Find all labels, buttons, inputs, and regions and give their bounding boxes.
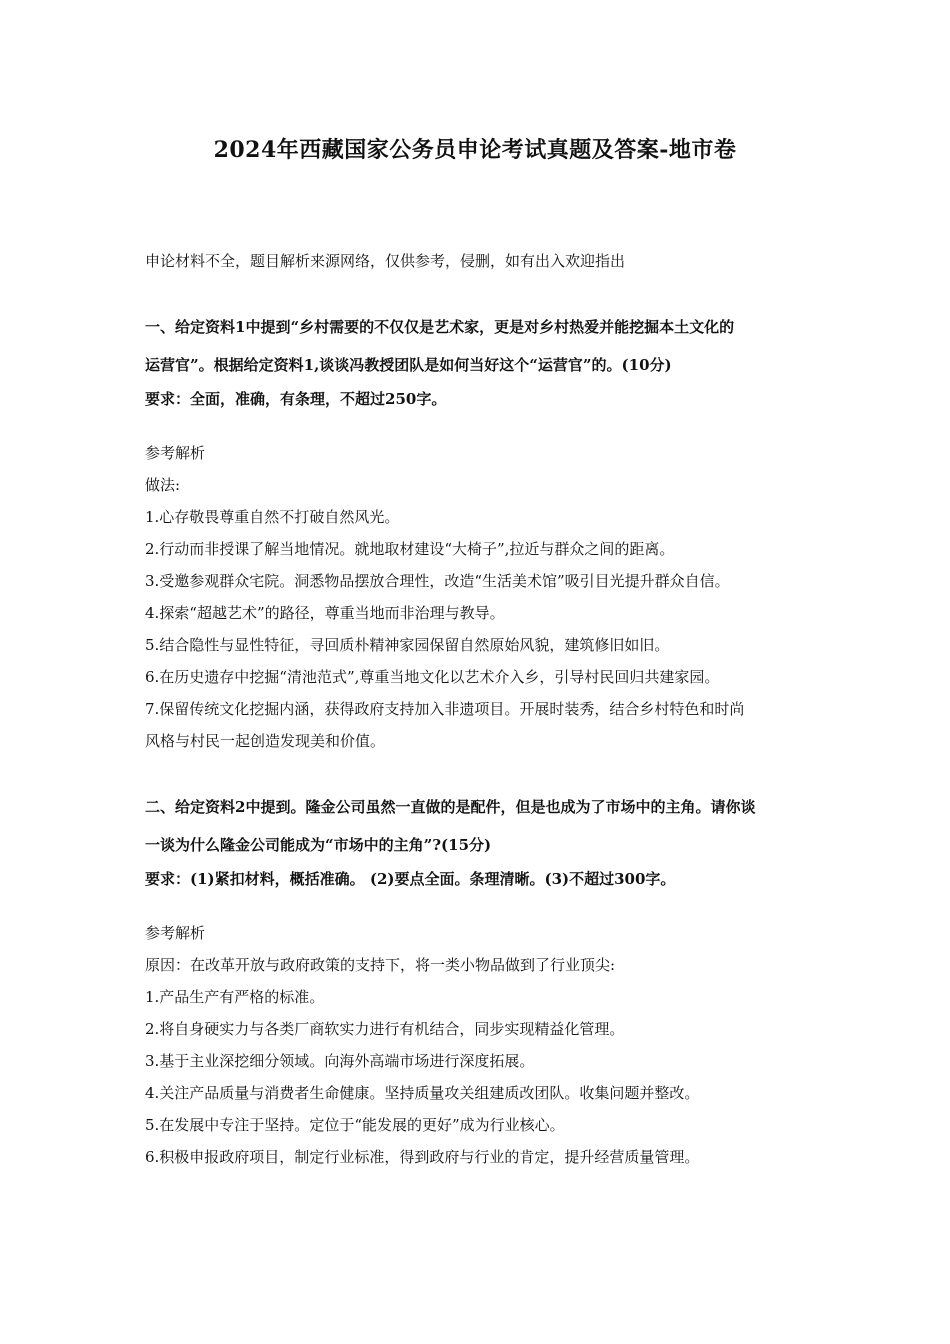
question-2-item: 1.产品生产有严格的标准。 <box>145 988 325 1006</box>
question-2-prompt-line-2: 一谈为什么隆金公司能成为“市场中的主角”?(15分) <box>145 836 492 854</box>
question-1-item: 4.探索“超越艺术”的路径，尊重当地而非治理与教导。 <box>145 604 505 622</box>
question-1-analysis-label: 参考解析 <box>145 444 206 462</box>
question-1 <box>145 307 813 757</box>
question-1-item: 1.心存敬畏尊重自然不打破自然风光。 <box>145 508 400 526</box>
question-2-item: 2.将自身硬实力与各类厂商软实力进行有机结合，同步实现精益化管理。 <box>145 1020 625 1038</box>
question-2-reason-intro: 原因：在改革开放与政府政策的支持下，将一类小物品做到了行业顶尖: <box>145 956 616 974</box>
question-2-item: 5.在发展中专注于坚持。定位于“能发展的更好”成为行业核心。 <box>145 1116 565 1134</box>
question-1-item: 2.行动而非授课了解当地情况。就地取材建设“大椅子”,拉近与群众之间的距离。 <box>145 540 675 558</box>
question-2-item: 3.基于主业深挖细分领域。向海外高端市场进行深度拓展。 <box>145 1052 535 1070</box>
question-2-analysis-label: 参考解析 <box>145 924 206 942</box>
question-1-method-label: 做法: <box>145 476 181 494</box>
question-2-prompt-line-1: 二、给定资料2中提到。隆金公司虽然一直做的是配件，但是也成为了市场中的主角。请你谈 <box>145 798 756 816</box>
disclaimer-text: 申论材料不全，题目解析来源网络，仅供参考，侵删，如有出入欢迎指出 <box>145 252 626 270</box>
question-1-prompt-line-1: 一、给定资料1中提到“乡村需要的不仅仅是艺术家，更是对乡村热爱并能挖掘本土文化的 <box>145 318 735 336</box>
question-2 <box>145 787 813 1173</box>
question-1-item: 7.保留传统文化挖掘内涵，获得政府支持加入非遗项目。开展时装秀，结合乡村特色和时尚 <box>145 700 745 718</box>
question-1-requirement: 要求：全面，准确，有条理，不超过250字。 <box>145 390 447 408</box>
question-1-item: 6.在历史遗存中挖掘“清池范式”,尊重当地文化以艺术介入乡，引导村民回归共建家园。 <box>145 668 720 686</box>
question-2-requirement: 要求：(1)紧扣材料，概括准确。 (2)要点全面。条理清晰。(3)不超过300字。 <box>145 870 676 888</box>
question-2-item: 6.积极申报政府项目，制定行业标准，得到政府与行业的肯定，提升经营质量管理。 <box>145 1148 700 1166</box>
document-body <box>145 245 813 1173</box>
question-2-item: 4.关注产品质量与消费者生命健康。坚持质量攻关组建质改团队。收集问题并整改。 <box>145 1084 700 1102</box>
question-1-prompt-line-2: 运营官”。根据给定资料1,谈谈冯教授团队是如何当好这个“运营官”的。(10分) <box>145 356 672 374</box>
question-1-item-continuation: 风格与村民一起创造发现美和价值。 <box>145 732 386 750</box>
question-1-item: 3.受邀参观群众宅院。洞悉物品摆放合理性，改造“生活美术馆”吸引目光提升群众自信。 <box>145 572 730 590</box>
document-title: 2024年西藏国家公务员申论考试真题及答案-地市卷 <box>213 137 737 163</box>
question-1-item: 5.结合隐性与显性特征，寻回质朴精神家园保留自然原始风貌，建筑修旧如旧。 <box>145 636 670 654</box>
